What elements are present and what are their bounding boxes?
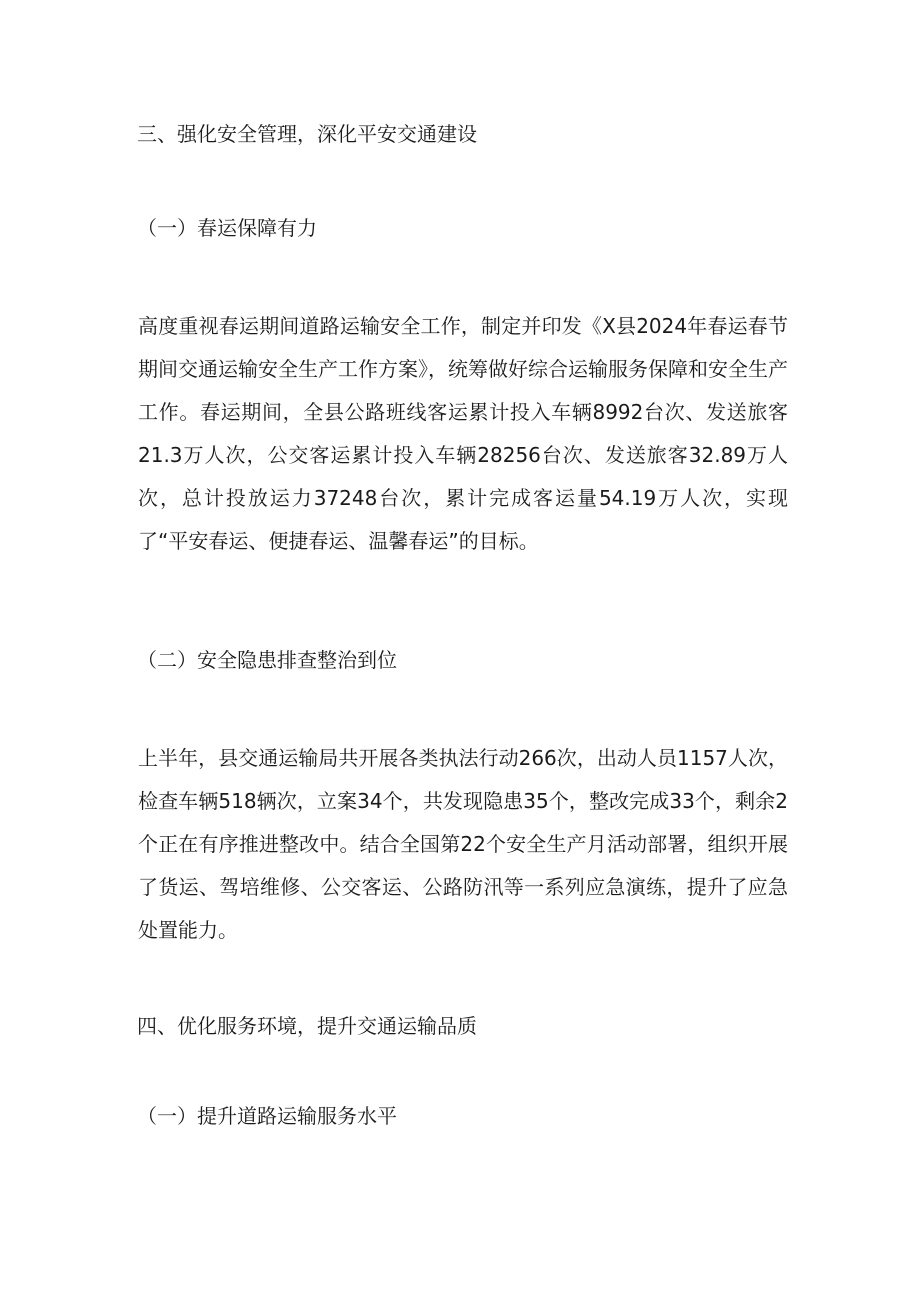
section-heading-3: 三、强化安全管理，深化平安交通建设	[137, 122, 477, 146]
paragraph-safety-inspection: 上半年，县交通运输局共开展各类执法行动266次，出动人员1157人次，检查车辆518辆次，立案34个，共发现隐患35个，整改完成33个，剩余2个正在有序推进整改中。结合全国第22个安全生产月活动部署，组织开展了货运、驾培维修、公交客运、公路防汛等一系列应急演练，提升了应急处置能力。	[138, 746, 788, 942]
paragraph-spring-transport: 高度重视春运期间道路运输安全工作，制定并印发《X县2024年春运春节期间交通运输安全生产工作方案》，统筹做好综合运输服务保障和安全生产工作。春运期间，全县公路班线客运累计投入车辆8992台次、发送旅客21.3万人次，公交客运累计投入车辆28256台次、发送旅客32.89万人次，总计投放运力37248台次，累计完成客运量54.19万人次，实现了“平安春运、便捷春运、温馨春运”的目标。	[138, 314, 788, 553]
section-heading-4: 四、优化服务环境，提升交通运输品质	[137, 1014, 477, 1038]
subsection-heading-4-1: （一）提升道路运输服务水平	[137, 1104, 397, 1128]
subsection-heading-3-1: （一）春运保障有力	[137, 216, 317, 240]
subsection-heading-3-2: （二）安全隐患排查整治到位	[137, 648, 397, 672]
